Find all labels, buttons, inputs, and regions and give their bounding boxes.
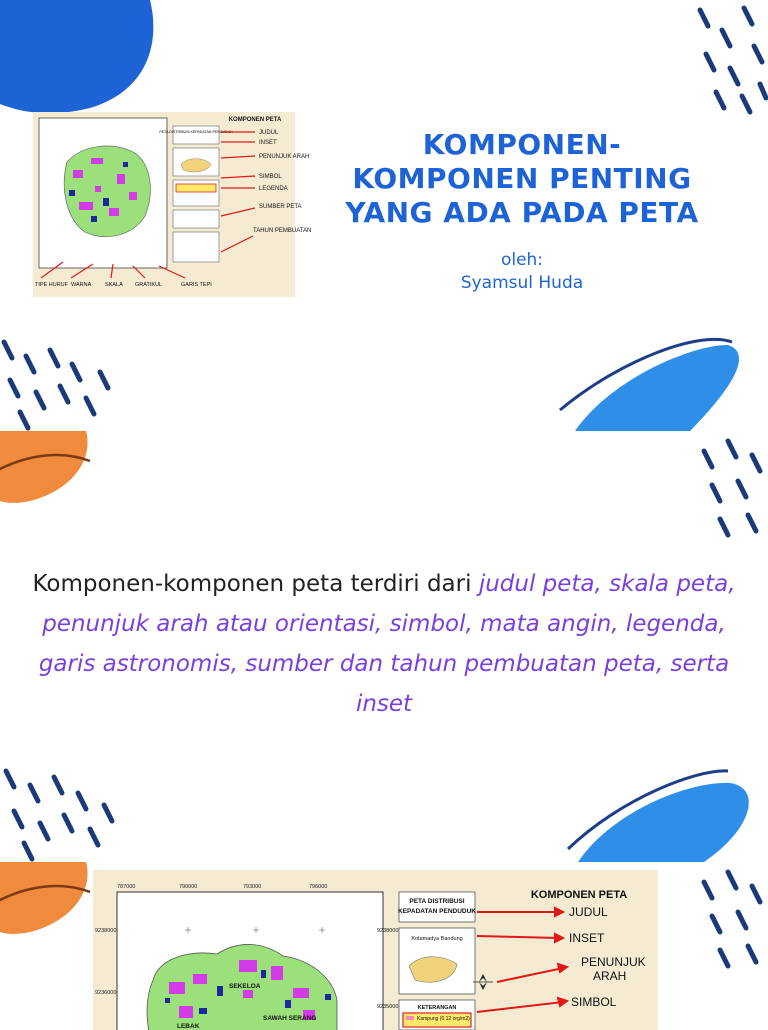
components-description	[30, 564, 738, 724]
x-tick-3: 793000	[243, 884, 262, 890]
slide-definition	[0, 431, 768, 862]
thumb-label-inset: INSET	[259, 140, 277, 146]
slide-title-heading	[300, 128, 744, 230]
thumb-label-tipe-huruf: TIPE HURUF	[35, 282, 68, 288]
thumb-label-penunjuk-arah: PENUNJUK ARAH	[259, 154, 310, 160]
legend-title: KETERANGAN	[417, 1005, 457, 1011]
y-tick-right-2: 9235000	[377, 1004, 399, 1010]
map-components-figure	[93, 870, 658, 1030]
y-tick-2: 9236000	[95, 990, 117, 996]
legend-item-kampung: Kampung (0.12 org/m2)	[417, 1016, 470, 1022]
inset-caption: Kotamadya Bandung	[411, 936, 463, 942]
label-judul: JUDUL	[569, 905, 608, 919]
x-tick-4: 796000	[309, 884, 328, 890]
thumb-label-legenda: LEGENDA	[259, 186, 288, 192]
thumb-label-garis-tepi: GARIS TEPI	[181, 282, 212, 288]
x-tick-2: 790000	[179, 884, 198, 890]
label-simbol: SIMBOL	[571, 995, 617, 1009]
slide-map-components	[0, 862, 768, 1030]
thumb-label-gratikul: GRATIKUL	[135, 282, 163, 288]
thumb-label-judul: JUDUL	[259, 130, 279, 136]
description-intro: Komponen-komponen peta terdiri dari	[32, 571, 479, 597]
slide-title	[0, 0, 768, 431]
figure-heading: KOMPONEN PETA	[530, 889, 628, 901]
y-tick-1: 9238000	[95, 928, 117, 934]
map-components-thumbnail	[33, 112, 312, 297]
label-penunjuk: PENUNJUK	[581, 955, 646, 969]
map-title-line-2: KEPADATAN PENDUDUK	[398, 908, 476, 915]
thumb-label-skala: SKALA	[105, 282, 123, 288]
byline-label: oleh:	[500, 250, 544, 270]
title-line-1: KOMPONEN-	[422, 128, 622, 161]
thumb-heading: KOMPONEN PETA	[228, 117, 282, 123]
title-line-3: YANG ADA PADA PETA	[345, 196, 699, 229]
thumb-label-tahun: TAHUN PEMBUATAN	[253, 228, 312, 234]
title-line-2: KOMPONEN PENTING	[352, 162, 692, 195]
byline	[300, 249, 744, 295]
y-tick-right-1: 9238000	[377, 928, 399, 934]
place-sawah-serang: SAWAH SERANG	[263, 1015, 317, 1022]
x-tick-1: 787000	[117, 884, 136, 890]
thumb-label-simbol: SIMBOL	[259, 174, 282, 180]
thumb-label-warna: WARNA	[71, 282, 92, 288]
place-lebak: LEBAK	[177, 1023, 200, 1030]
map-title-line-1: PETA DISTRIBUSI	[409, 898, 465, 905]
author-name: Syamsul Huda	[460, 273, 584, 293]
description-highlight: judul peta, skala peta, penunjuk arah atau orientasi, simbol, mata angin, legenda, garis astronomis, sumber dan tahun pembuatan peta, serta inset	[38, 571, 736, 717]
place-sekeloa: SEKELOA	[229, 983, 261, 990]
thumb-map-title: PETA DISTRIBUSI KEPADATAN PENDUDUK	[159, 130, 233, 134]
label-inset: INSET	[569, 931, 605, 945]
label-arah: ARAH	[593, 969, 627, 983]
thumb-label-sumber: SUMBER PETA	[259, 204, 302, 210]
